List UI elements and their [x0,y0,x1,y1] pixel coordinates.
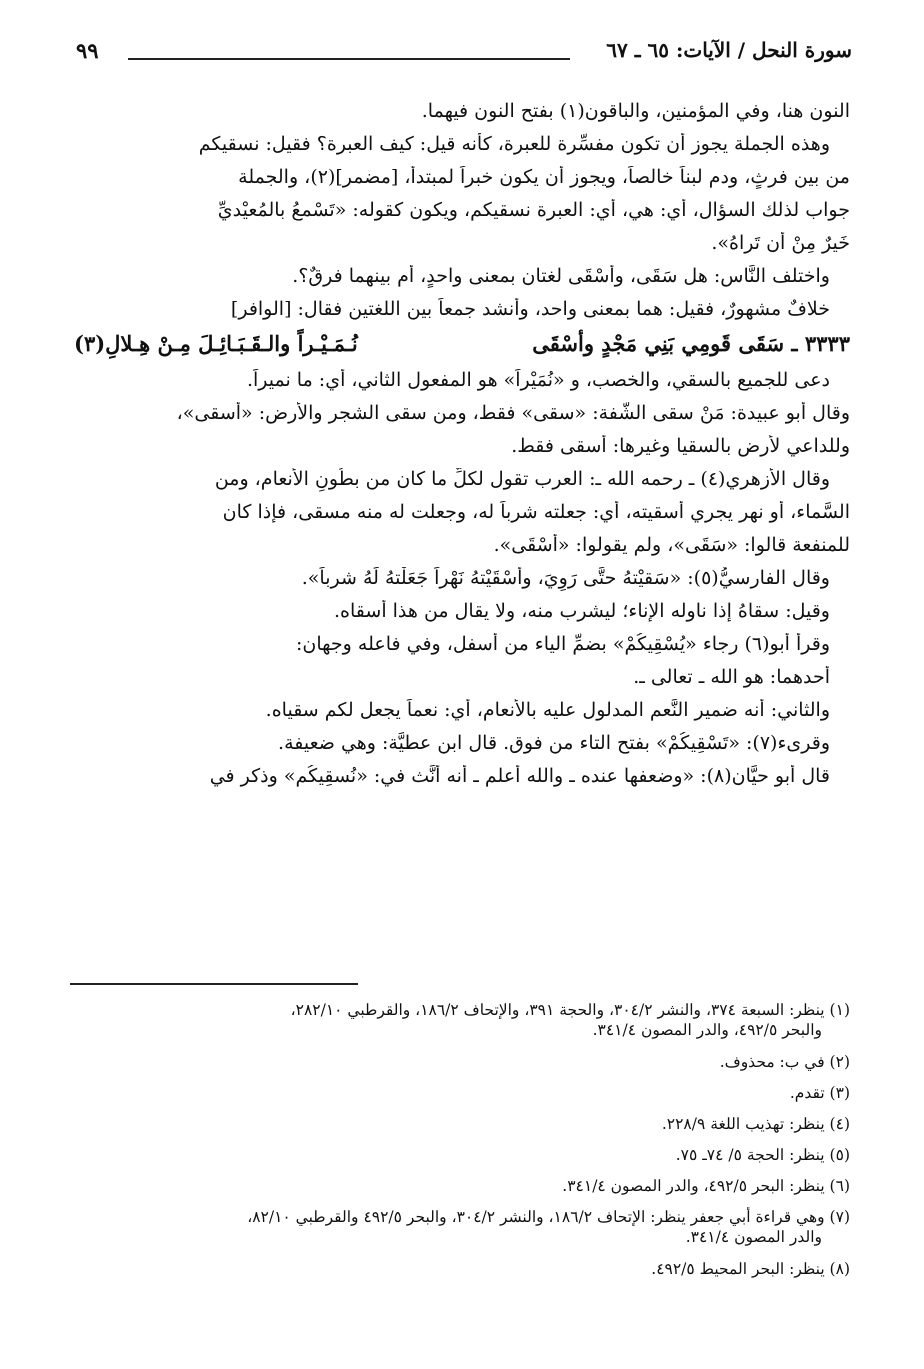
footnote [74,1114,850,1145]
footnote [74,1207,850,1259]
text-line: السَّماء، أو نهر يجري أسقيته، أي: جعلته شرباً له، وجعلت له منه مسقى، فإذا كان [222,501,850,523]
footnote-text: (٨) ينظر: البحر المحيط ٤٩٢/٥. [651,1260,850,1278]
text-line: وقرأ أبو(٦) رجاء «يُسْقِيكُمْ» بضمِّ الياء من أسفل، وفي فاعله وجهان: [296,633,830,655]
text-line: قال أبو حيَّان(٨): «وضعفها عنده ـ والله أعلم ـ أنه أنَّث في: «نُسقِيكُم» وذكر في [209,765,830,787]
paragraphs-top [74,100,850,331]
text-line: من بين فرثٍ، ودم لبناً خالصاً، ويجوز أن يكون خبراً لمبتدأ، [مضمر](٢)، والجملة [238,166,850,188]
text-line: وقرىء(٧): «تَسْقِيكُمْ» بفتح التاء من فوق. قال ابن عطيَّة: وهي ضعيفة. [278,732,830,754]
footnote [74,1176,850,1207]
footnote-separator [70,983,358,985]
text-line: خَيرٌ مِنْ أن تَراهُ». [711,232,850,254]
footnote-continuation: والبحر ٤٩٢/٥، والدر المصون ٣٤١/٤. [592,1021,822,1039]
text-line: دعى للجميع بالسقي، والخصب، و «نُمَيْراً» هو المفعول الثاني، أي: ما نميراً. [246,369,830,391]
footnote-text: (٧) وهي قراءة أبي جعفر ينظر: الإتحاف ١٨٦/٢، والنشر ٣٠٤/٢، والبحر ٤٩٢/٥ والقرطبي ٨٢/١٠، [247,1208,850,1226]
footnote-text: (٦) ينظر: البحر ٤٩٢/٥، والدر المصون ٣٤١/٤. [562,1177,850,1195]
text-line: أحدهما: هو الله ـ تعالى ـ. [633,666,830,688]
footnote [74,1083,850,1114]
footnote-text: (٢) في ب: محذوف. [719,1053,850,1071]
text-line: وقيل: سقاهُ إذا ناوله الإناء؛ ليشرب منه، ولا يقال من هذا أسقاه. [334,600,830,622]
footnotes [74,1000,850,1290]
footnote-text: (٣) تقدم. [789,1084,850,1102]
verse-first-hemistich: ٣٣٣٣ ـ سَقَى قَومِي بَنِي مَجْدٍ وأسْقَى [532,331,850,356]
footnote [74,1000,850,1052]
footnote [74,1052,850,1083]
footnote [74,1145,850,1176]
poetry-verse [74,331,850,369]
verse-second-hemistich: نُـمَـيْـراً والـقَـبَـائِـلَ مِـنْ هِـلالِ(٣) [74,331,358,356]
text-line: جواب لذلك السؤال، أي: هي، أي: العبرة نسقيكم، ويكون كقوله: «تَسْمعُ بالمُعيْديِّ [217,199,850,221]
footnote [74,1259,850,1290]
footnote-text: (١) ينظر: السبعة ٣٧٤، والنشر ٣٠٤/٢، والحجة ٣٩١، والإتحاف ١٨٦/٢، والقرطبي ٢٨٢/١٠، [290,1001,850,1019]
text-line: وقال الفارسيُّ(٥): «سَقيْتهُ حتَّى رَوِيَ، وأسْقَيْتهُ نَهْراً جَعَلْتهُ لَهُ شرباً». [301,567,830,589]
text-line: خلافٌ مشهورٌ، فقيل: هما بمعنى واحد، وأنشد جمعاً بين اللغتين فقال: [الوافر] [230,298,830,320]
text-line: وقال أبو عبيدة: مَنْ سقى الشَّفة: «سقى» فقط، ومن سقى الشجر والأرض: «أسقى»، [176,402,850,424]
body-text [74,100,850,798]
text-line: النون هنا، وفي المؤمنين، والباقون(١) بفتح النون فيهما. [421,100,850,122]
text-line: وهذه الجملة يجوز أن تكون مفسِّرة للعبرة، كأنه قيل: كيف العبرة؟ فقيل: نسقيكم [198,133,830,155]
page-number: ٩٩ [76,38,99,63]
text-line: للمنفعة قالوا: «سَقَى»، ولم يقولوا: «أسْقَى». [493,534,850,556]
running-header-title: سورة النحل / الآيات: ٦٥ ـ ٦٧ [606,38,852,62]
text-line: وقال الأزهري(٤) ـ رحمه الله ـ: العرب تقول لكلِّ ما كان من بطُونِ الأنعام، ومن [214,468,830,490]
text-line: واختلف النَّاس: هل سَقَى، وأسْقَى لغتان بمعنى واحدٍ، أم بينهما فرقٌ؟. [292,265,830,287]
paragraphs-bottom [74,369,850,798]
footnote-text: (٥) ينظر: الحجة ٥/ ٧٤ـ ٧٥. [675,1146,850,1164]
text-line: والثاني: أنه ضمير النَّعم المدلول عليه بالأنعام، أي: نعماً يجعل لكم سقياه. [265,699,830,721]
header-rule [128,58,570,60]
text-line: وللداعي لأرض بالسقيا وغيرها: أسقى فقط. [511,435,850,457]
footnote-text: (٤) ينظر: تهذيب اللغة ٢٢٨/٩. [661,1115,850,1133]
footnote-continuation: والدر المصون ٣٤١/٤. [685,1228,822,1246]
